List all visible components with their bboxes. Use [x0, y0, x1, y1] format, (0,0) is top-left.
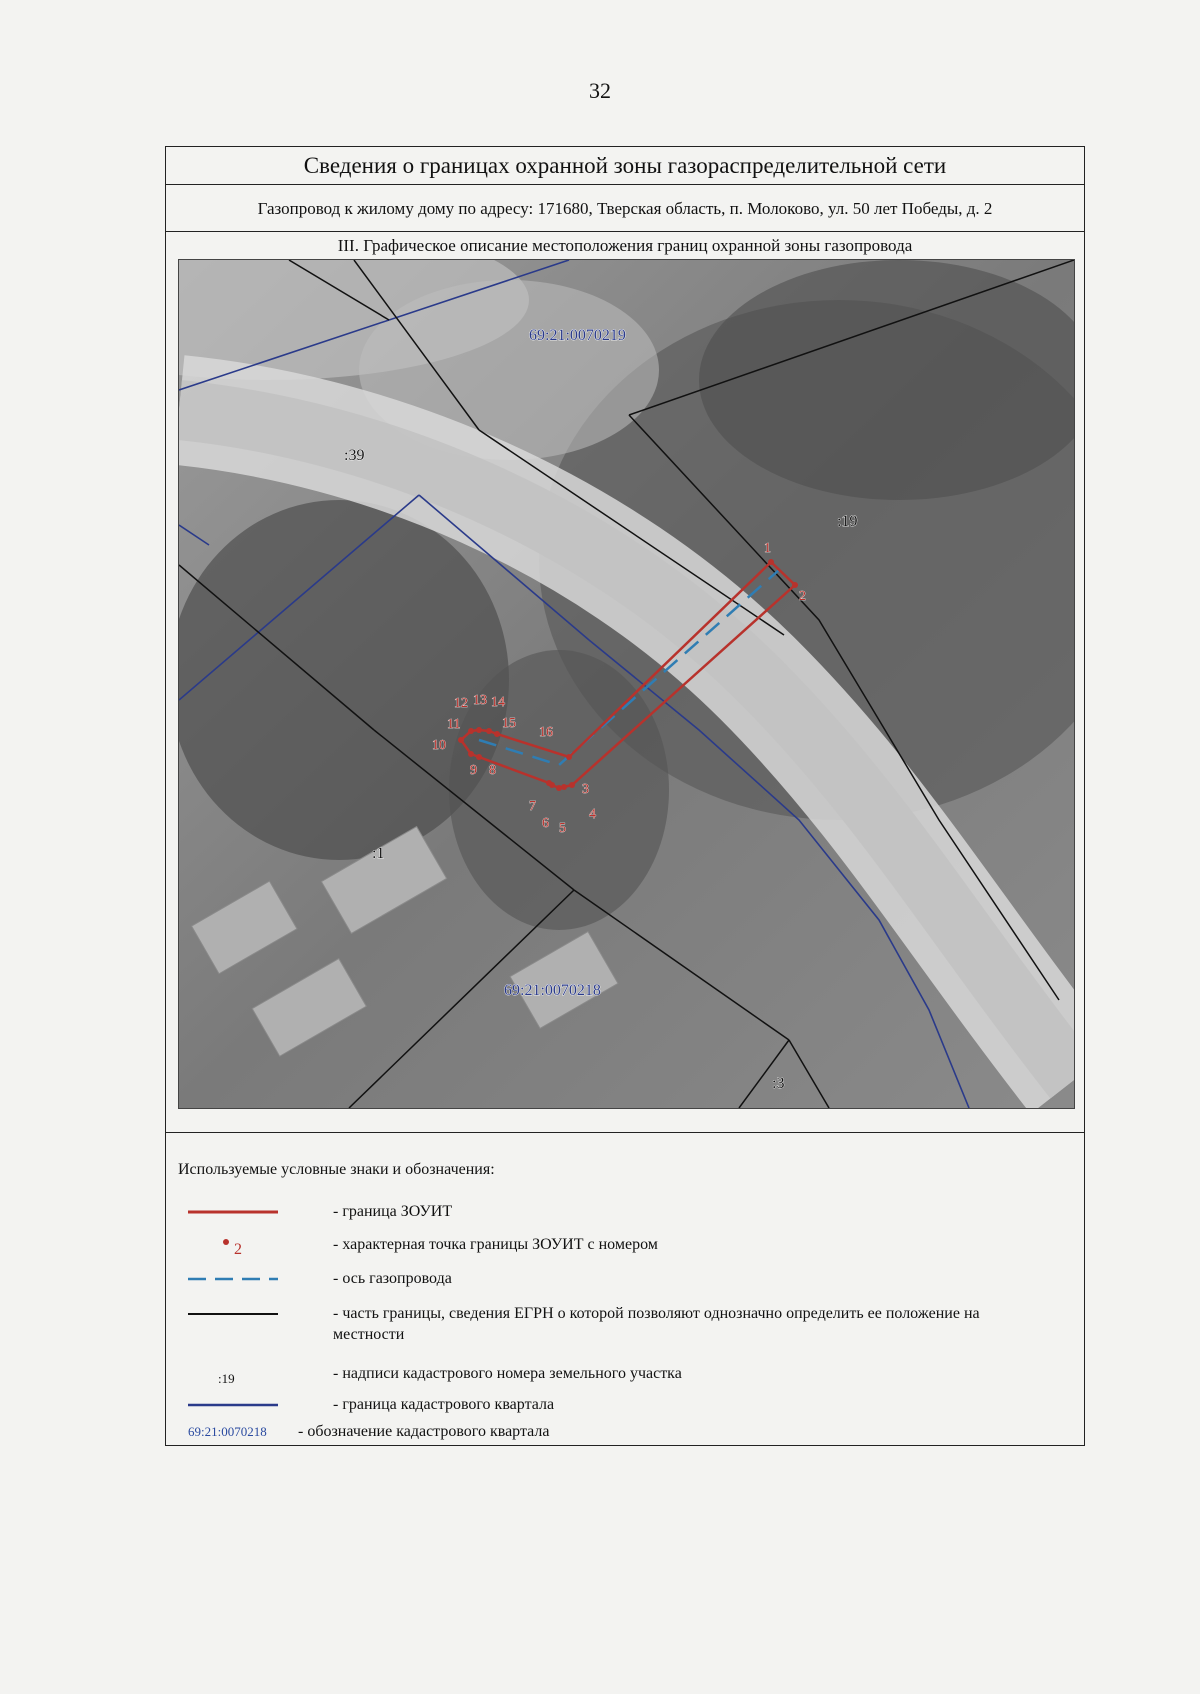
point-label-4: 4: [589, 807, 596, 822]
document-title: Сведения о границах охранной зоны газораспределительной сети: [166, 147, 1084, 185]
point-label-6: 6: [542, 816, 549, 831]
point-label-2: 2: [799, 589, 806, 604]
parcel-label-1: :1: [372, 845, 385, 862]
point-label-9: 9: [470, 763, 477, 778]
legend-text-pipeline-axis: - ось газопровода: [333, 1270, 452, 1287]
point-label-1: 1: [764, 541, 771, 556]
legend-item-parcel-boundary: [178, 1299, 1058, 1345]
parcel-label-39: :39: [344, 447, 365, 464]
point-label-14: 14: [491, 695, 505, 710]
parcel-symbol-label: :19: [218, 1371, 235, 1386]
point-label-15: 15: [502, 716, 516, 731]
quarter-label-0070219: 69:21:0070219: [529, 327, 626, 344]
legend-divider: [166, 1132, 1084, 1133]
legend-item-pipeline-axis: [178, 1264, 1058, 1294]
legend-text-boundary-point: - характерная точка границы ЗОУИТ с номером: [333, 1236, 658, 1253]
point-label-8: 8: [489, 763, 496, 778]
page-number: 32: [589, 78, 611, 103]
point-label-5: 5: [559, 821, 566, 836]
black-line-symbol: [188, 1299, 278, 1329]
point-label-10: 10: [432, 738, 446, 753]
red-point-symbol: [188, 1230, 278, 1260]
section-heading: III. Графическое описание местоположения границ охранной зоны газопровода: [337, 236, 913, 255]
point-symbol-label: 2: [234, 1241, 242, 1258]
legend-item-quarter-boundary: [178, 1390, 1058, 1420]
point-label-7: 7: [529, 799, 536, 814]
parcel-label-3: :3: [772, 1075, 785, 1092]
point-label-12: 12: [454, 696, 468, 711]
parcel-label-19: :19: [837, 513, 858, 530]
zone-info-frame: [165, 146, 1085, 1446]
legend-text-parcel-boundary: - часть границы, сведения ЕГРН о которой позволяют однозначно определить ее положение на местности: [333, 1305, 980, 1343]
cadastral-map[interactable]: [178, 259, 1075, 1109]
legend-text-parcel-label: - надписи кадастрового номера земельного участка: [333, 1365, 682, 1382]
red-line-symbol: [188, 1197, 278, 1227]
dark-blue-line-symbol: [188, 1390, 278, 1420]
quarter-label-0070218: 69:21:0070218: [504, 982, 601, 999]
point-label-11: 11: [447, 717, 461, 732]
blue-dashed-line-symbol: [188, 1264, 278, 1294]
legend-text-quarter-boundary: - граница кадастрового квартала: [333, 1396, 555, 1413]
parcel-label-symbol: [188, 1359, 278, 1389]
legend-text-zone-boundary: - граница ЗОУИТ: [333, 1203, 453, 1220]
legend-item-boundary-point: [178, 1230, 1058, 1260]
point-label-3: 3: [582, 782, 589, 797]
legend-item-parcel-label: [178, 1359, 1058, 1389]
legend-title: Используемые условные знаки и обозначения:: [178, 1161, 495, 1178]
legend-item-zone-boundary: [178, 1197, 1058, 1227]
point-label-13: 13: [473, 693, 487, 708]
point-label-16: 16: [539, 725, 553, 740]
legend-item-quarter-code: [178, 1420, 1058, 1450]
legend-text-quarter-code: - обозначение кадастрового квартала: [298, 1423, 550, 1440]
legend: [166, 1147, 1084, 1440]
object-address: Газопровод к жилому дому по адресу: 171680, Тверская область, п. Молоково, ул. 50 лет Победы, д. 2: [166, 185, 1084, 232]
quarter-code-symbol: 69:21:0070218: [188, 1424, 267, 1439]
